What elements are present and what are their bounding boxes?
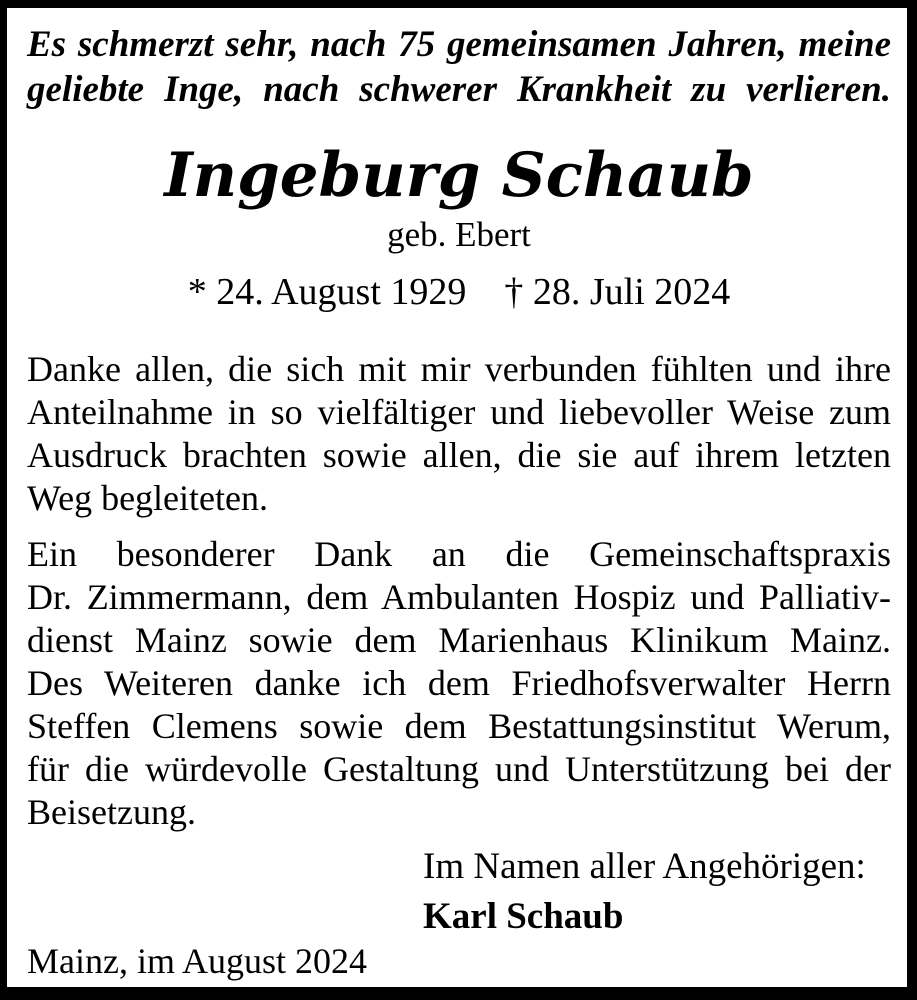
text-line: Beisetzung. — [27, 792, 196, 832]
text-line: Des Weiteren danke ich dem Friedhofsverwalter Herrn — [27, 663, 891, 703]
maiden-name: geb. Ebert — [387, 215, 531, 254]
deceased-name: Ingeburg Schaub — [164, 140, 754, 211]
text-line: Ein besonderer Dank an die Gemeinschaftspraxis — [27, 534, 891, 574]
text-line: Weg begleiteten. — [27, 478, 268, 518]
condolence-intro — [27, 22, 891, 112]
text-line: dienst Mainz sowie dem Marienhaus Klinikum Mainz. — [27, 620, 891, 660]
special-thanks-paragraph — [27, 533, 891, 834]
signature-name: Karl Schaub — [423, 896, 624, 937]
obituary-notice-frame — [7, 8, 907, 987]
condolence-intro-line-1: Es schmerzt sehr, nach 75 gemeinsamen Jahren, meine — [27, 24, 891, 65]
birth-date: * 24. August 1929 — [187, 271, 467, 313]
text-line: Anteilnahme in so vielfältiger und liebevoller Weise zum — [27, 392, 891, 432]
text-line: Danke allen, die sich mit mir verbunden fühlten und ihre — [27, 349, 891, 389]
text-line: Steffen Clemens sowie dem Bestattungsinstitut Werum, — [27, 706, 891, 746]
text-line: Dr. Zimmermann, dem Ambulanten Hospiz und Palliativ- — [27, 577, 891, 617]
condolence-intro-line-2: geliebte Inge, nach schwerer Krankheit zu verlieren. — [27, 69, 891, 110]
place-date-line: Mainz, im August 2024 — [27, 941, 367, 981]
text-line: für die würdevolle Gestaltung und Unterstützung bei der — [27, 749, 891, 789]
text-line: Ausdruck brachten sowie allen, die sie auf ihrem letzten — [27, 435, 891, 475]
thanks-paragraph — [27, 348, 891, 520]
death-date: † 28. Juli 2024 — [504, 271, 731, 313]
in-name-of-line: Im Namen aller Angehörigen: — [423, 846, 866, 887]
life-dates — [27, 269, 891, 315]
closing-block — [423, 844, 891, 939]
